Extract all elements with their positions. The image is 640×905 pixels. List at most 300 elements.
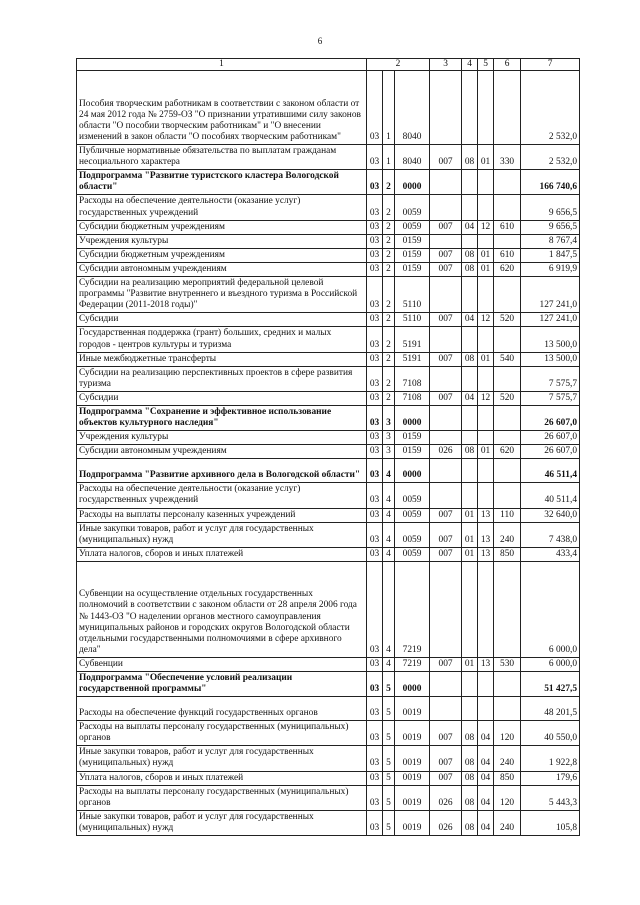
column-header: 5	[478, 59, 494, 71]
row-amount: 9 656,5	[521, 220, 580, 234]
row-name: Расходы на обеспечение деятельности (оказание услуг) государственных учреждений	[77, 483, 367, 508]
code-department	[430, 234, 462, 248]
code-subsection	[478, 431, 494, 445]
row-amount: 40 550,0	[521, 721, 580, 746]
code-subprogram: 5	[383, 746, 395, 771]
code-department: 007	[430, 352, 462, 366]
table-row	[77, 195, 580, 220]
code-department	[430, 561, 462, 657]
code-direction: 7219	[395, 657, 430, 671]
code-section	[462, 672, 478, 697]
code-program: 03	[367, 721, 383, 746]
code-subprogram: 1	[383, 145, 395, 170]
code-subsection	[478, 459, 494, 483]
code-subsection: 13	[478, 508, 494, 522]
code-program: 03	[367, 431, 383, 445]
row-name: Субсидии бюджетным учреждениям	[77, 248, 367, 262]
code-program: 03	[367, 405, 383, 430]
code-section	[462, 459, 478, 483]
row-name: Подпрограмма "Обеспечение условий реализации государственной программы"	[77, 672, 367, 697]
row-name: Субвенции на осуществление отдельных государственных полномочий в соответствии с законом области от 28 апреля 2006 года № 1443-ОЗ "О наделении органов местного самоуправления муниципальных районов и городских округов Вологодской области отдельными государственными полномочиями в сфере архивного дела"	[77, 561, 367, 657]
code-subsection: 04	[478, 746, 494, 771]
code-expense-type	[494, 483, 521, 508]
code-department	[430, 277, 462, 313]
table-row	[77, 248, 580, 262]
code-expense-type	[494, 170, 521, 195]
code-program: 03	[367, 313, 383, 327]
row-name: Субсидии автономным учреждениям	[77, 445, 367, 459]
table-row	[77, 522, 580, 547]
code-program: 03	[367, 785, 383, 810]
code-program: 03	[367, 697, 383, 721]
row-name: Расходы на выплаты персоналу казенных учреждений	[77, 508, 367, 522]
row-name: Субсидии на реализацию мероприятий федеральной целевой программы "Развитие внутреннего и въездного туризма в Российской Федерации (2011-2018 годы)"	[77, 277, 367, 313]
code-subsection: 13	[478, 522, 494, 547]
column-header: 2	[367, 59, 430, 71]
row-amount: 5 443,3	[521, 785, 580, 810]
table-row	[77, 810, 580, 835]
row-name: Расходы на обеспечение деятельности (оказание услуг) государственных учреждений	[77, 195, 367, 220]
row-name: Подпрограмма "Сохранение и эффективное использование объектов культурного наследия"	[77, 405, 367, 430]
code-expense-type	[494, 366, 521, 391]
table-row	[77, 262, 580, 276]
table-row	[77, 327, 580, 352]
code-subprogram: 2	[383, 195, 395, 220]
row-amount: 433,4	[521, 547, 580, 561]
code-section: 08	[462, 810, 478, 835]
code-subprogram: 1	[383, 71, 395, 145]
code-subprogram: 2	[383, 248, 395, 262]
code-section	[462, 277, 478, 313]
code-department	[430, 672, 462, 697]
row-amount: 26 607,0	[521, 445, 580, 459]
code-expense-type	[494, 71, 521, 145]
row-name: Подпрограмма "Развитие архивного дела в Вологодской области"	[77, 459, 367, 483]
code-program: 03	[367, 71, 383, 145]
row-name: Пособия творческим работникам в соответствии с законом области от 24 мая 2012 года № 2759-ОЗ "О признании утратившими силу законов области "О пособии творческим работникам" и "О внесении изменений в закон области "О пособиях творческим работникам"	[77, 71, 367, 145]
code-section: 08	[462, 145, 478, 170]
code-expense-type	[494, 327, 521, 352]
code-department: 026	[430, 785, 462, 810]
column-header: 1	[77, 59, 367, 71]
table-row	[77, 657, 580, 671]
code-program: 03	[367, 810, 383, 835]
code-expense-type: 240	[494, 810, 521, 835]
table-row	[77, 483, 580, 508]
code-subsection: 12	[478, 220, 494, 234]
row-amount: 7 575,7	[521, 366, 580, 391]
table-row	[77, 352, 580, 366]
code-subsection: 12	[478, 391, 494, 405]
row-amount: 9 656,5	[521, 195, 580, 220]
code-subsection	[478, 71, 494, 145]
code-section	[462, 234, 478, 248]
code-subsection: 01	[478, 445, 494, 459]
row-name: Учреждения культуры	[77, 234, 367, 248]
table-row	[77, 508, 580, 522]
code-department	[430, 483, 462, 508]
code-subprogram: 2	[383, 170, 395, 195]
code-department: 007	[430, 313, 462, 327]
code-direction: 0059	[395, 547, 430, 561]
row-amount: 32 640,0	[521, 508, 580, 522]
code-subsection	[478, 483, 494, 508]
table-body	[77, 71, 580, 836]
code-department	[430, 366, 462, 391]
code-section: 08	[462, 771, 478, 785]
code-subsection	[478, 327, 494, 352]
budget-table	[76, 58, 580, 836]
code-subsection	[478, 195, 494, 220]
code-direction: 0159	[395, 234, 430, 248]
code-program: 03	[367, 248, 383, 262]
code-section: 08	[462, 746, 478, 771]
code-section: 08	[462, 262, 478, 276]
table-row	[77, 405, 580, 430]
code-subprogram: 5	[383, 771, 395, 785]
table-row	[77, 771, 580, 785]
code-section	[462, 561, 478, 657]
code-subprogram: 2	[383, 313, 395, 327]
code-section	[462, 366, 478, 391]
code-subprogram: 4	[383, 522, 395, 547]
code-expense-type	[494, 405, 521, 430]
row-amount: 6 919,9	[521, 262, 580, 276]
code-department: 007	[430, 746, 462, 771]
row-amount: 40 511,4	[521, 483, 580, 508]
page-number: 6	[317, 36, 323, 46]
row-name: Уплата налогов, сборов и иных платежей	[77, 771, 367, 785]
code-subsection: 04	[478, 771, 494, 785]
row-amount: 6 000,0	[521, 657, 580, 671]
code-section	[462, 405, 478, 430]
row-name: Расходы на обеспечение функций государственных органов	[77, 697, 367, 721]
code-program: 03	[367, 561, 383, 657]
table-row	[77, 170, 580, 195]
code-direction: 7108	[395, 391, 430, 405]
code-subprogram: 4	[383, 459, 395, 483]
code-program: 03	[367, 327, 383, 352]
code-subprogram: 4	[383, 561, 395, 657]
code-subsection	[478, 561, 494, 657]
code-subsection: 01	[478, 352, 494, 366]
code-direction: 0000	[395, 405, 430, 430]
code-subprogram: 2	[383, 277, 395, 313]
code-direction: 0019	[395, 746, 430, 771]
table-row	[77, 234, 580, 248]
code-section: 08	[462, 445, 478, 459]
column-header: 4	[462, 59, 478, 71]
code-expense-type: 850	[494, 547, 521, 561]
code-direction: 0159	[395, 431, 430, 445]
code-section: 01	[462, 547, 478, 561]
table-row	[77, 313, 580, 327]
code-subprogram: 3	[383, 405, 395, 430]
code-direction: 0059	[395, 508, 430, 522]
code-subprogram: 5	[383, 697, 395, 721]
code-subsection	[478, 697, 494, 721]
row-amount: 127 241,0	[521, 277, 580, 313]
row-amount: 51 427,5	[521, 672, 580, 697]
code-expense-type	[494, 459, 521, 483]
code-program: 03	[367, 366, 383, 391]
code-subprogram: 4	[383, 547, 395, 561]
row-name: Иные закупки товаров, работ и услуг для государственных (муниципальных) нужд	[77, 522, 367, 547]
code-program: 03	[367, 508, 383, 522]
code-department	[430, 71, 462, 145]
column-header: 6	[494, 59, 521, 71]
row-amount: 48 201,5	[521, 697, 580, 721]
code-expense-type: 610	[494, 248, 521, 262]
code-expense-type: 120	[494, 721, 521, 746]
row-name: Иные закупки товаров, работ и услуг для государственных (муниципальных) нужд	[77, 746, 367, 771]
code-expense-type	[494, 672, 521, 697]
table-row	[77, 672, 580, 697]
row-name: Публичные нормативные обязательства по выплатам гражданам несоциального характера	[77, 145, 367, 170]
code-subsection: 13	[478, 657, 494, 671]
code-direction: 0019	[395, 810, 430, 835]
code-direction: 8040	[395, 71, 430, 145]
code-direction: 5110	[395, 277, 430, 313]
code-subprogram: 5	[383, 721, 395, 746]
code-section	[462, 697, 478, 721]
code-direction: 0019	[395, 721, 430, 746]
code-subsection: 01	[478, 248, 494, 262]
code-expense-type: 850	[494, 771, 521, 785]
code-direction: 0159	[395, 248, 430, 262]
code-section: 08	[462, 352, 478, 366]
table-row	[77, 220, 580, 234]
row-amount: 2 532,0	[521, 71, 580, 145]
table-row	[77, 366, 580, 391]
code-subprogram: 5	[383, 672, 395, 697]
code-subsection: 13	[478, 547, 494, 561]
code-subprogram: 3	[383, 445, 395, 459]
code-direction: 0059	[395, 220, 430, 234]
code-subsection: 01	[478, 145, 494, 170]
code-subsection	[478, 234, 494, 248]
table-row	[77, 746, 580, 771]
code-department	[430, 431, 462, 445]
code-program: 03	[367, 195, 383, 220]
code-expense-type	[494, 195, 521, 220]
code-subprogram: 5	[383, 785, 395, 810]
row-amount: 13 500,0	[521, 327, 580, 352]
code-expense-type: 240	[494, 522, 521, 547]
code-subsection	[478, 277, 494, 313]
code-subsection: 04	[478, 810, 494, 835]
code-expense-type: 520	[494, 391, 521, 405]
row-amount: 26 607,0	[521, 431, 580, 445]
code-department: 007	[430, 547, 462, 561]
code-expense-type	[494, 561, 521, 657]
table-row	[77, 697, 580, 721]
code-department	[430, 170, 462, 195]
code-department: 026	[430, 445, 462, 459]
row-name: Иные закупки товаров, работ и услуг для государственных (муниципальных) нужд	[77, 810, 367, 835]
code-program: 03	[367, 522, 383, 547]
code-department: 007	[430, 145, 462, 170]
code-section: 04	[462, 220, 478, 234]
row-name: Учреждения культуры	[77, 431, 367, 445]
code-department	[430, 405, 462, 430]
code-direction: 0159	[395, 445, 430, 459]
table-row	[77, 445, 580, 459]
code-subprogram: 2	[383, 366, 395, 391]
code-direction: 0000	[395, 672, 430, 697]
code-subsection: 12	[478, 313, 494, 327]
code-expense-type: 530	[494, 657, 521, 671]
code-expense-type: 120	[494, 785, 521, 810]
code-section	[462, 327, 478, 352]
code-subprogram: 2	[383, 352, 395, 366]
row-amount: 7 438,0	[521, 522, 580, 547]
table-row	[77, 277, 580, 313]
code-direction: 0059	[395, 483, 430, 508]
code-department	[430, 195, 462, 220]
code-section: 08	[462, 248, 478, 262]
code-direction: 7108	[395, 366, 430, 391]
code-subprogram: 2	[383, 391, 395, 405]
row-amount: 46 511,4	[521, 459, 580, 483]
table-row	[77, 145, 580, 170]
code-department: 007	[430, 657, 462, 671]
code-subsection: 04	[478, 721, 494, 746]
code-section: 08	[462, 721, 478, 746]
table-row	[77, 431, 580, 445]
code-department: 007	[430, 771, 462, 785]
code-department: 007	[430, 721, 462, 746]
row-name: Уплата налогов, сборов и иных платежей	[77, 547, 367, 561]
code-section	[462, 483, 478, 508]
row-name: Субсидии	[77, 391, 367, 405]
code-subsection	[478, 170, 494, 195]
code-subsection	[478, 405, 494, 430]
code-subprogram: 4	[383, 657, 395, 671]
row-name: Государственная поддержка (грант) больших, средних и малых городов - центров культуры и туризма	[77, 327, 367, 352]
code-direction: 0000	[395, 459, 430, 483]
code-subprogram: 2	[383, 327, 395, 352]
code-section	[462, 431, 478, 445]
code-subprogram: 2	[383, 234, 395, 248]
code-department: 007	[430, 522, 462, 547]
column-header: 7	[521, 59, 580, 71]
code-program: 03	[367, 483, 383, 508]
code-program: 03	[367, 352, 383, 366]
code-subprogram: 3	[383, 431, 395, 445]
code-subsection	[478, 366, 494, 391]
code-program: 03	[367, 145, 383, 170]
row-name: Субсидии автономным учреждениям	[77, 262, 367, 276]
code-direction: 0059	[395, 195, 430, 220]
code-department: 007	[430, 220, 462, 234]
code-subsection: 01	[478, 262, 494, 276]
code-expense-type: 330	[494, 145, 521, 170]
code-program: 03	[367, 262, 383, 276]
row-amount: 105,8	[521, 810, 580, 835]
code-program: 03	[367, 220, 383, 234]
code-program: 03	[367, 672, 383, 697]
code-program: 03	[367, 234, 383, 248]
code-expense-type: 240	[494, 746, 521, 771]
code-section: 01	[462, 522, 478, 547]
code-program: 03	[367, 170, 383, 195]
code-section: 01	[462, 657, 478, 671]
row-name: Субсидии на реализацию перспективных проектов в сфере развития туризма	[77, 366, 367, 391]
code-subprogram: 2	[383, 262, 395, 276]
row-amount: 179,6	[521, 771, 580, 785]
code-expense-type	[494, 431, 521, 445]
code-department: 007	[430, 508, 462, 522]
row-amount: 26 607,0	[521, 405, 580, 430]
code-program: 03	[367, 771, 383, 785]
code-section: 01	[462, 508, 478, 522]
code-program: 03	[367, 445, 383, 459]
table-header-row	[77, 59, 580, 71]
code-subsection: 04	[478, 785, 494, 810]
code-direction: 5191	[395, 352, 430, 366]
code-program: 03	[367, 459, 383, 483]
table-row	[77, 721, 580, 746]
code-expense-type: 520	[494, 313, 521, 327]
code-expense-type: 610	[494, 220, 521, 234]
code-program: 03	[367, 391, 383, 405]
code-program: 03	[367, 746, 383, 771]
code-expense-type	[494, 277, 521, 313]
row-name: Иные межбюджетные трансферты	[77, 352, 367, 366]
row-amount: 6 000,0	[521, 561, 580, 657]
code-expense-type	[494, 697, 521, 721]
row-name: Расходы на выплаты персоналу государственных (муниципальных) органов	[77, 721, 367, 746]
row-amount: 2 532,0	[521, 145, 580, 170]
row-amount: 127 241,0	[521, 313, 580, 327]
table-row	[77, 785, 580, 810]
code-direction: 0019	[395, 785, 430, 810]
code-direction: 0159	[395, 262, 430, 276]
row-name: Субсидии бюджетным учреждениям	[77, 220, 367, 234]
code-section	[462, 71, 478, 145]
code-department: 026	[430, 810, 462, 835]
code-subsection	[478, 672, 494, 697]
row-amount: 1 847,5	[521, 248, 580, 262]
code-department	[430, 327, 462, 352]
code-program: 03	[367, 277, 383, 313]
code-program: 03	[367, 657, 383, 671]
column-header: 3	[430, 59, 462, 71]
table-row	[77, 391, 580, 405]
code-department: 007	[430, 262, 462, 276]
code-expense-type: 620	[494, 262, 521, 276]
code-direction: 7219	[395, 561, 430, 657]
row-name: Субсидии	[77, 313, 367, 327]
code-direction: 0059	[395, 522, 430, 547]
code-department: 007	[430, 248, 462, 262]
row-name: Подпрограмма "Развитие туристского кластера Вологодской области"	[77, 170, 367, 195]
code-department	[430, 697, 462, 721]
code-section: 04	[462, 313, 478, 327]
code-expense-type: 540	[494, 352, 521, 366]
code-expense-type	[494, 234, 521, 248]
code-section: 04	[462, 391, 478, 405]
code-section	[462, 195, 478, 220]
code-section: 08	[462, 785, 478, 810]
code-program: 03	[367, 547, 383, 561]
table-row	[77, 71, 580, 145]
row-amount: 166 740,6	[521, 170, 580, 195]
code-direction: 0000	[395, 170, 430, 195]
row-amount: 8 767,4	[521, 234, 580, 248]
row-name: Расходы на выплаты персоналу государственных (муниципальных) органов	[77, 785, 367, 810]
